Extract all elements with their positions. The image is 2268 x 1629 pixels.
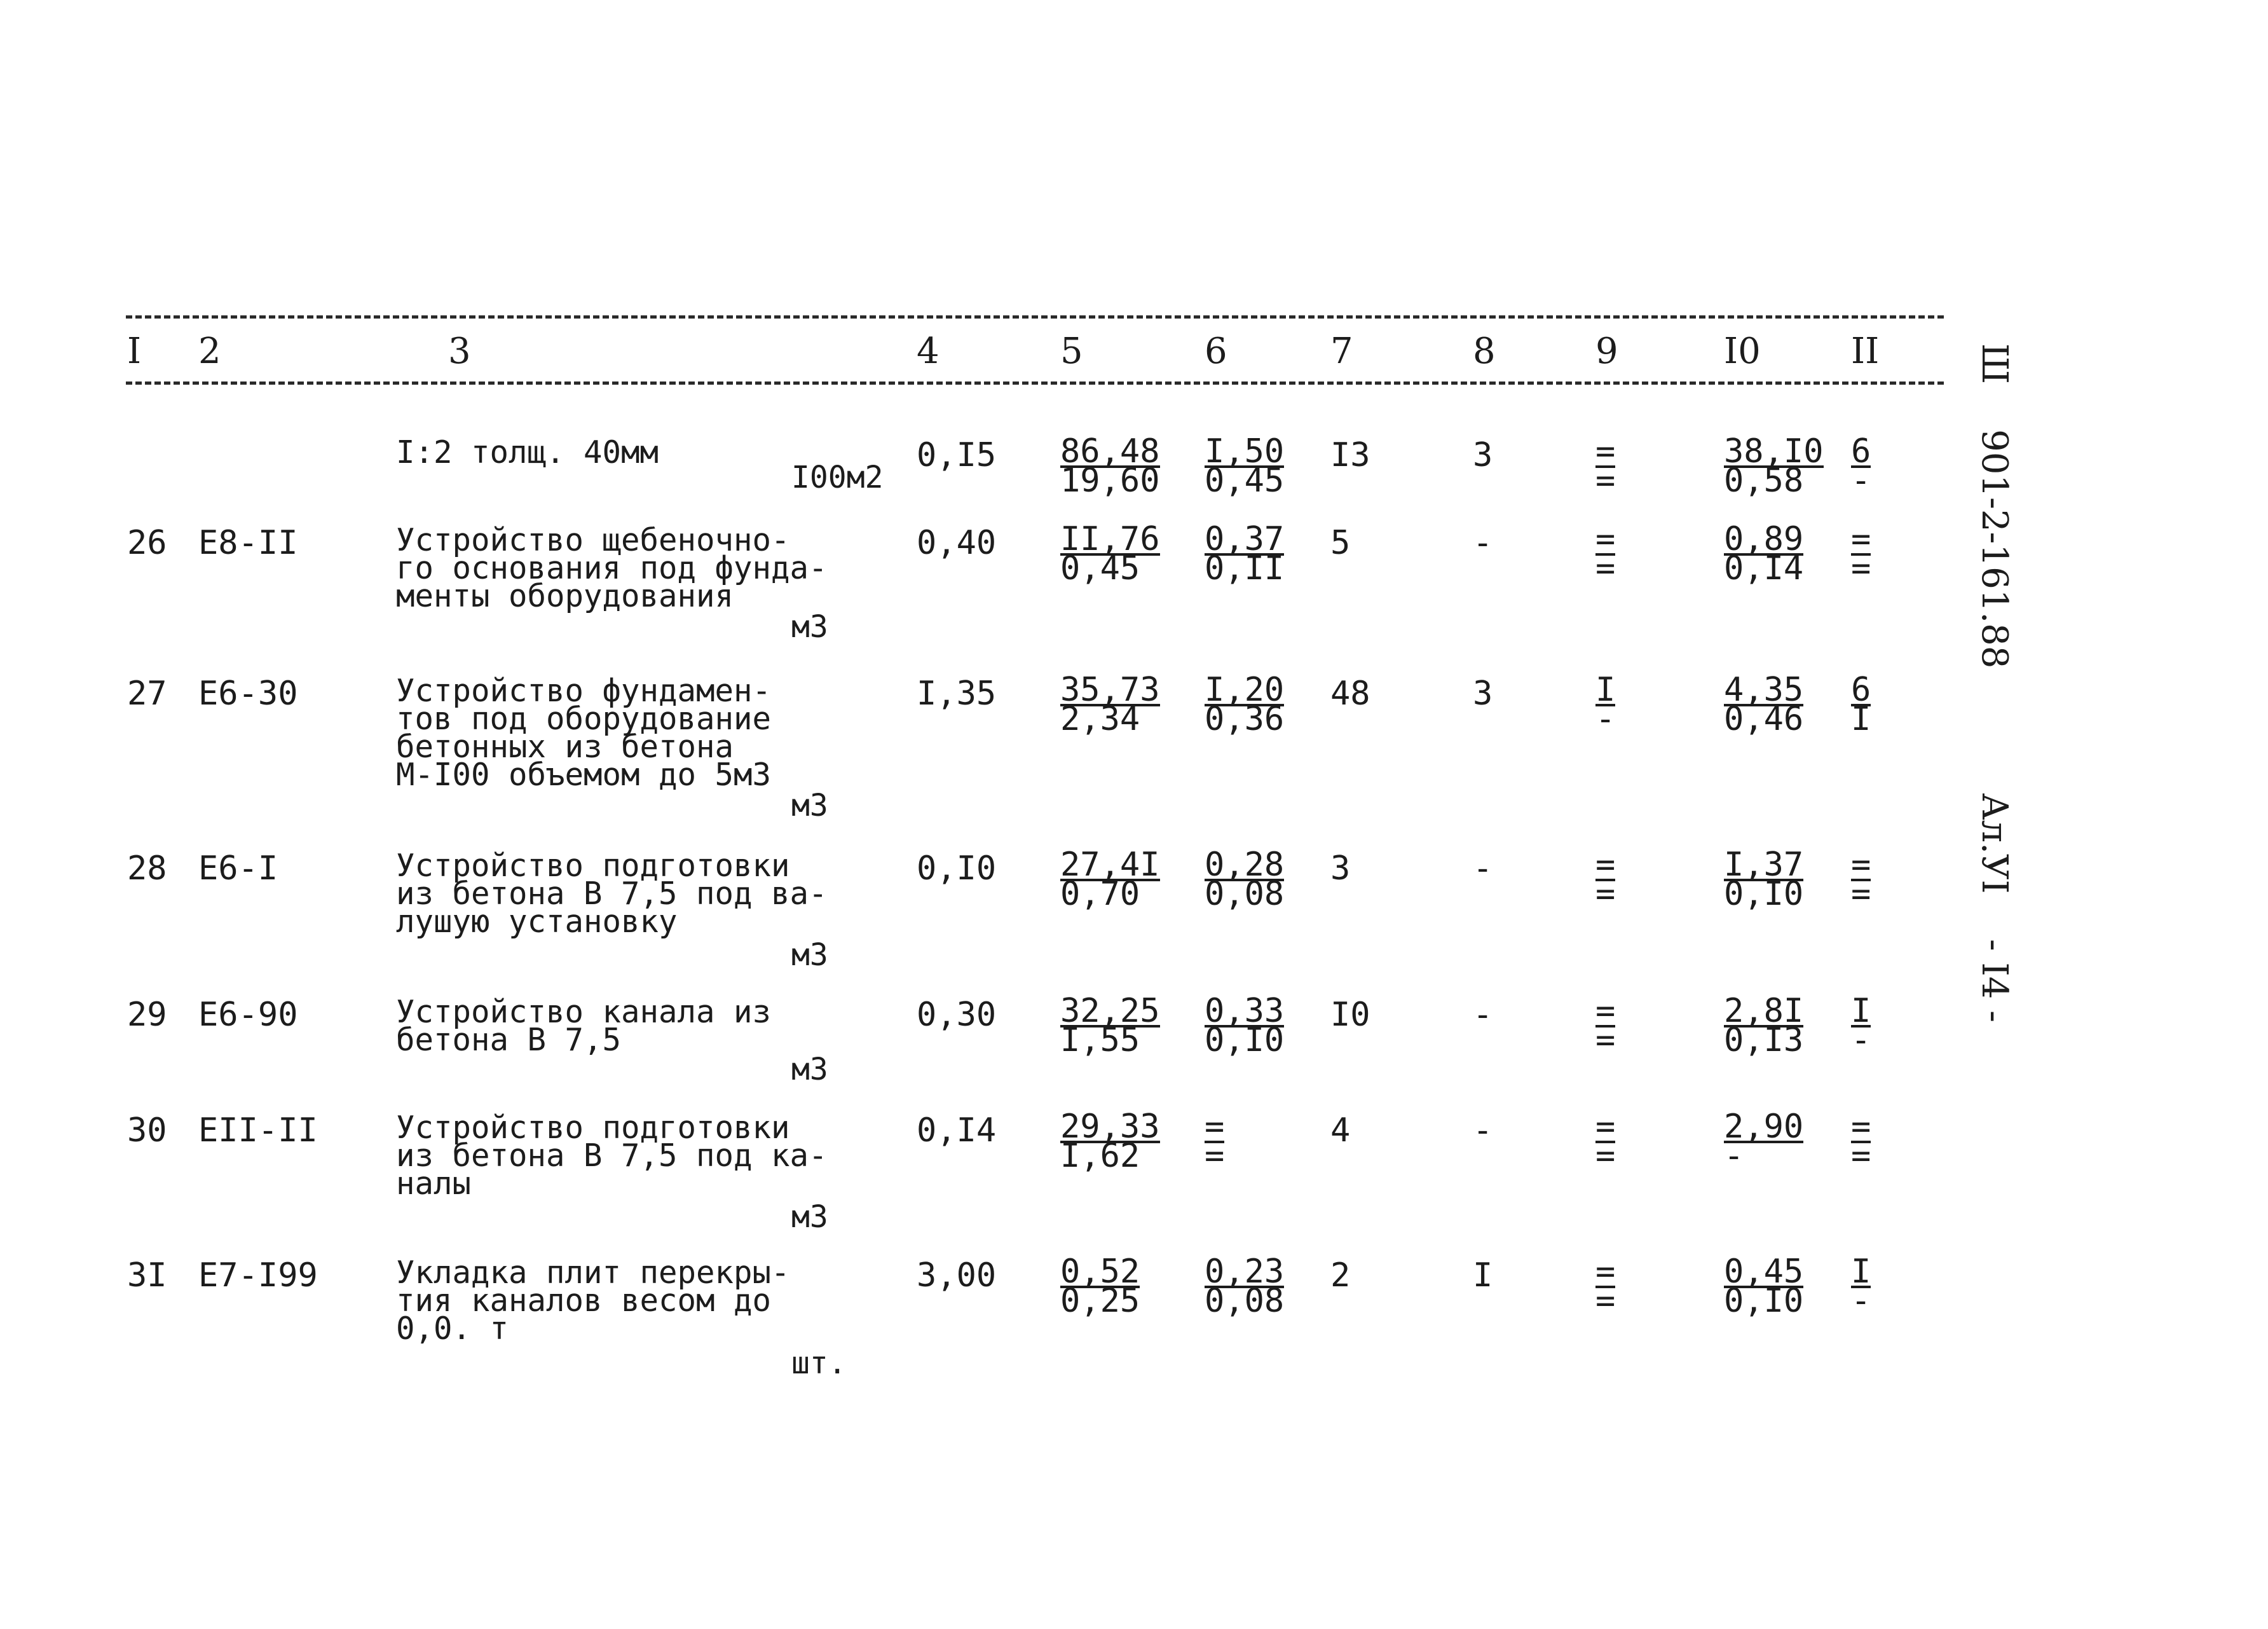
unit-of-measure: м3 [791, 1052, 828, 1087]
col9-cell-denominator: - [1595, 700, 1616, 738]
col11-cell-numerator: = [1851, 846, 1871, 884]
cost-cell-numerator: 86,48 [1060, 432, 1160, 471]
col10-cell-denominator: 0,I0 [1724, 1282, 1804, 1320]
wage-cell-numerator: I,20 [1205, 671, 1285, 709]
row-number: 29 [127, 996, 167, 1034]
col11-cell-fraction [1851, 1108, 1871, 1175]
col7-value: I3 [1330, 436, 1370, 474]
work-description: Укладка плит перекры- тия каналов весом до 0,0. т [396, 1254, 790, 1347]
wage-cell-fraction [1205, 432, 1285, 500]
cost-cell [1060, 432, 1160, 500]
wage-cell-fraction [1205, 671, 1285, 738]
column-header: 7 [1330, 331, 1353, 372]
quantity: 0,I4 [917, 1111, 997, 1150]
side-album: Ал.УI [1974, 793, 2015, 894]
side-page: - I4 - [1974, 938, 2015, 1023]
column-header: 4 [917, 331, 939, 372]
col10-cell [1724, 1253, 1804, 1320]
col9-cell-numerator: = [1595, 846, 1616, 884]
cost-cell-numerator: II,76 [1060, 520, 1160, 558]
cost-cell [1060, 671, 1160, 738]
col9-cell [1595, 1253, 1616, 1320]
col10-cell-fraction [1724, 846, 1804, 913]
wage-cell [1205, 520, 1285, 588]
col9-cell-denominator: = [1595, 1021, 1616, 1059]
wage-cell-fraction [1205, 992, 1285, 1059]
row-number: 3I [127, 1256, 167, 1295]
col8-value: - [1473, 1111, 1493, 1150]
col9-cell-numerator: I [1595, 671, 1616, 709]
wage-cell [1205, 992, 1285, 1059]
col10-cell-numerator: 0,45 [1724, 1253, 1804, 1291]
col10-cell-denominator: 0,I0 [1724, 875, 1804, 913]
col9-cell-denominator: = [1595, 462, 1616, 500]
col9-cell [1595, 520, 1616, 588]
col10-cell-numerator: 2,90 [1724, 1108, 1804, 1146]
col11-cell-denominator: - [1851, 1021, 1871, 1059]
col10-cell [1724, 671, 1804, 738]
col11-cell-numerator: = [1851, 1108, 1871, 1146]
cost-cell [1060, 846, 1160, 913]
side-roman: Ш [1974, 343, 2015, 384]
col9-cell-denominator: = [1595, 1282, 1616, 1320]
cost-cell [1060, 992, 1160, 1059]
quantity: 0,30 [917, 996, 997, 1034]
col9-cell [1595, 432, 1616, 500]
cost-cell-denominator: 0,70 [1060, 875, 1140, 913]
wage-cell-numerator: = [1205, 1108, 1225, 1146]
col10-cell-denominator: 0,58 [1724, 462, 1804, 500]
col10-cell-fraction [1724, 520, 1804, 588]
col10-cell-denominator: 0,I4 [1724, 549, 1804, 588]
col7-value: 3 [1330, 849, 1351, 888]
header-rule [126, 381, 1944, 385]
work-description: Устройство канала из бетона В 7,5 [396, 994, 772, 1058]
col9-cell-fraction [1595, 992, 1616, 1059]
col11-cell [1851, 520, 1871, 588]
col11-cell-numerator: 6 [1851, 432, 1871, 471]
wage-cell-fraction [1205, 520, 1285, 588]
col9-cell-fraction [1595, 671, 1616, 738]
unit-of-measure: м3 [791, 937, 828, 973]
col11-cell-fraction [1851, 432, 1871, 500]
row-number: 26 [127, 524, 167, 562]
col7-value: 5 [1330, 524, 1351, 562]
col11-cell [1851, 846, 1871, 913]
col9-cell [1595, 671, 1616, 738]
wage-cell-numerator: 0,23 [1205, 1253, 1285, 1291]
col10-cell-fraction [1724, 1253, 1804, 1320]
col9-cell-fraction [1595, 1253, 1616, 1320]
col9-cell [1595, 992, 1616, 1059]
col10-cell-denominator: 0,I3 [1724, 1021, 1804, 1059]
cost-cell-denominator: I,62 [1060, 1137, 1140, 1175]
work-description: Устройство щебеночно- го основания под фунда- менты оборудования [396, 522, 828, 614]
col11-cell-denominator: - [1851, 1282, 1871, 1320]
cost-cell-fraction [1060, 992, 1160, 1059]
cost-cell-fraction [1060, 1253, 1140, 1320]
side-stamp [1940, 343, 2029, 1055]
col9-cell-fraction [1595, 520, 1616, 588]
column-header: 6 [1205, 331, 1227, 372]
col10-cell-numerator: 2,8I [1724, 992, 1804, 1030]
col11-cell-numerator: = [1851, 520, 1871, 558]
quantity: I,35 [917, 675, 997, 713]
cost-cell-denominator: 19,60 [1060, 462, 1160, 500]
col7-value: 4 [1330, 1111, 1351, 1150]
wage-cell-denominator: 0,I0 [1205, 1021, 1285, 1059]
row-number: 28 [127, 849, 167, 888]
col7-value: 48 [1330, 675, 1370, 713]
col9-cell-numerator: = [1595, 1253, 1616, 1291]
wage-cell-denominator: 0,45 [1205, 462, 1285, 500]
unit-of-measure: м3 [791, 609, 828, 645]
col11-cell-numerator: I [1851, 1253, 1871, 1291]
wage-cell-numerator: I,50 [1205, 432, 1285, 471]
col10-cell-fraction [1724, 992, 1804, 1059]
col9-cell-numerator: = [1595, 520, 1616, 558]
col11-cell-numerator: I [1851, 992, 1871, 1030]
cost-cell-denominator: I,55 [1060, 1021, 1140, 1059]
work-description: Устройство фундамен- тов под оборудование бетонных из бетона М-I00 объемом до 5м3 [396, 673, 772, 793]
col10-cell-fraction [1724, 1108, 1804, 1175]
cost-cell [1060, 1108, 1160, 1175]
col10-cell-fraction [1724, 432, 1824, 500]
cost-cell-denominator: 0,25 [1060, 1282, 1140, 1320]
wage-cell-numerator: 0,37 [1205, 520, 1285, 558]
cost-cell-denominator: 0,45 [1060, 549, 1140, 588]
wage-cell-numerator: 0,33 [1205, 992, 1285, 1030]
col9-cell [1595, 846, 1616, 913]
cost-cell-fraction [1060, 1108, 1160, 1175]
col11-cell-denominator: - [1851, 462, 1871, 500]
cost-cell [1060, 520, 1160, 588]
col11-cell-fraction [1851, 1253, 1871, 1320]
wage-cell-numerator: 0,28 [1205, 846, 1285, 884]
col7-value: I0 [1330, 996, 1370, 1034]
rate-code: EII-II [198, 1111, 318, 1150]
col9-cell-fraction [1595, 846, 1616, 913]
col11-cell [1851, 671, 1871, 738]
col9-cell-numerator: = [1595, 432, 1616, 471]
unit-of-measure: I00м2 [791, 460, 884, 495]
col9-cell-denominator: = [1595, 1137, 1616, 1175]
column-header: 8 [1473, 331, 1496, 372]
cost-cell-numerator: 29,33 [1060, 1108, 1160, 1146]
column-header: I [127, 331, 142, 372]
work-description: Устройство подготовки из бетона В 7,5 под ка- налы [396, 1110, 828, 1202]
col11-cell-denominator: = [1851, 875, 1871, 913]
col10-cell-denominator: - [1724, 1137, 1744, 1175]
cost-cell-fraction [1060, 432, 1160, 500]
cost-cell-numerator: 35,73 [1060, 671, 1160, 709]
row-number: 27 [127, 675, 167, 713]
col8-value: - [1473, 849, 1493, 888]
unit-of-measure: шт. [791, 1345, 847, 1381]
quantity: 3,00 [917, 1256, 997, 1295]
wage-cell [1205, 1253, 1285, 1320]
unit-of-measure: м3 [791, 788, 828, 823]
wage-cell-denominator: 0,08 [1205, 875, 1285, 913]
col11-cell-numerator: 6 [1851, 671, 1871, 709]
cost-cell-numerator: 27,4I [1060, 846, 1160, 884]
wage-cell-denominator: 0,II [1205, 549, 1285, 588]
rate-code: E8-II [198, 524, 298, 562]
col11-cell [1851, 992, 1871, 1059]
rate-code: E6-30 [198, 675, 298, 713]
col8-value: 3 [1473, 436, 1493, 474]
wage-cell [1205, 671, 1285, 738]
work-description: Устройство подготовки из бетона В 7,5 под ва- лушую установку [396, 848, 828, 940]
cost-cell-fraction [1060, 671, 1160, 738]
cost-cell-numerator: 32,25 [1060, 992, 1160, 1030]
col10-cell-fraction [1724, 671, 1804, 738]
col10-cell-denominator: 0,46 [1724, 700, 1804, 738]
wage-cell-fraction [1205, 846, 1285, 913]
col9-cell-fraction [1595, 1108, 1616, 1175]
cost-cell-denominator: 2,34 [1060, 700, 1140, 738]
col10-cell-numerator: 38,I0 [1724, 432, 1824, 471]
col9-cell-numerator: = [1595, 1108, 1616, 1146]
cost-cell-fraction [1060, 846, 1160, 913]
col10-cell [1724, 432, 1824, 500]
column-header: II [1851, 331, 1880, 372]
rate-code: E6-90 [198, 996, 298, 1034]
wage-cell-fraction [1205, 1253, 1285, 1320]
col11-cell [1851, 1253, 1871, 1320]
col11-cell-denominator: = [1851, 549, 1871, 588]
wage-cell-denominator: 0,36 [1205, 700, 1285, 738]
wage-cell-denominator: 0,08 [1205, 1282, 1285, 1320]
side-stamp-text [1972, 343, 2016, 1022]
col10-cell [1724, 520, 1804, 588]
column-header: 9 [1595, 331, 1618, 372]
col9-cell-fraction [1595, 432, 1616, 500]
col11-cell-fraction [1851, 992, 1871, 1059]
col11-cell-fraction [1851, 520, 1871, 588]
col11-cell-denominator: = [1851, 1137, 1871, 1175]
col9-cell-denominator: = [1595, 549, 1616, 588]
wage-cell-fraction [1205, 1108, 1225, 1175]
col10-cell-numerator: I,37 [1724, 846, 1804, 884]
work-description: I:2 толщ. 40мм [396, 434, 659, 471]
wage-cell [1205, 1108, 1225, 1175]
column-header: 3 [448, 331, 471, 372]
unit-of-measure: м3 [791, 1199, 828, 1235]
col8-value: - [1473, 996, 1493, 1034]
col9-cell [1595, 1108, 1616, 1175]
column-header: I0 [1724, 331, 1761, 372]
col11-cell [1851, 432, 1871, 500]
quantity: 0,40 [917, 524, 997, 562]
col10-cell [1724, 1108, 1804, 1175]
wage-cell [1205, 432, 1285, 500]
col8-value: - [1473, 524, 1493, 562]
col10-cell [1724, 846, 1804, 913]
column-header: 2 [198, 331, 221, 372]
col10-cell-numerator: 4,35 [1724, 671, 1804, 709]
quantity: 0,I0 [917, 849, 997, 888]
col7-value: 2 [1330, 1256, 1351, 1295]
col11-cell-fraction [1851, 671, 1871, 738]
col11-cell-denominator: I [1851, 700, 1871, 738]
row-number: 30 [127, 1111, 167, 1150]
rate-code: E6-I [198, 849, 278, 888]
side-code: 901-2-161.88 [1974, 429, 2015, 669]
cost-cell-numerator: 0,52 [1060, 1253, 1140, 1291]
top-rule [126, 315, 1944, 319]
col11-cell [1851, 1108, 1871, 1175]
quantity: 0,I5 [917, 436, 997, 474]
col9-cell-numerator: = [1595, 992, 1616, 1030]
col10-cell-numerator: 0,89 [1724, 520, 1804, 558]
cost-cell-fraction [1060, 520, 1160, 588]
col8-value: I [1473, 1256, 1493, 1295]
col9-cell-denominator: = [1595, 875, 1616, 913]
wage-cell [1205, 846, 1285, 913]
col8-value: 3 [1473, 675, 1493, 713]
rate-code: E7-I99 [198, 1256, 318, 1295]
wage-cell-denominator: = [1205, 1137, 1225, 1175]
cost-cell [1060, 1253, 1140, 1320]
col11-cell-fraction [1851, 846, 1871, 913]
column-header: 5 [1060, 331, 1083, 372]
col10-cell [1724, 992, 1804, 1059]
